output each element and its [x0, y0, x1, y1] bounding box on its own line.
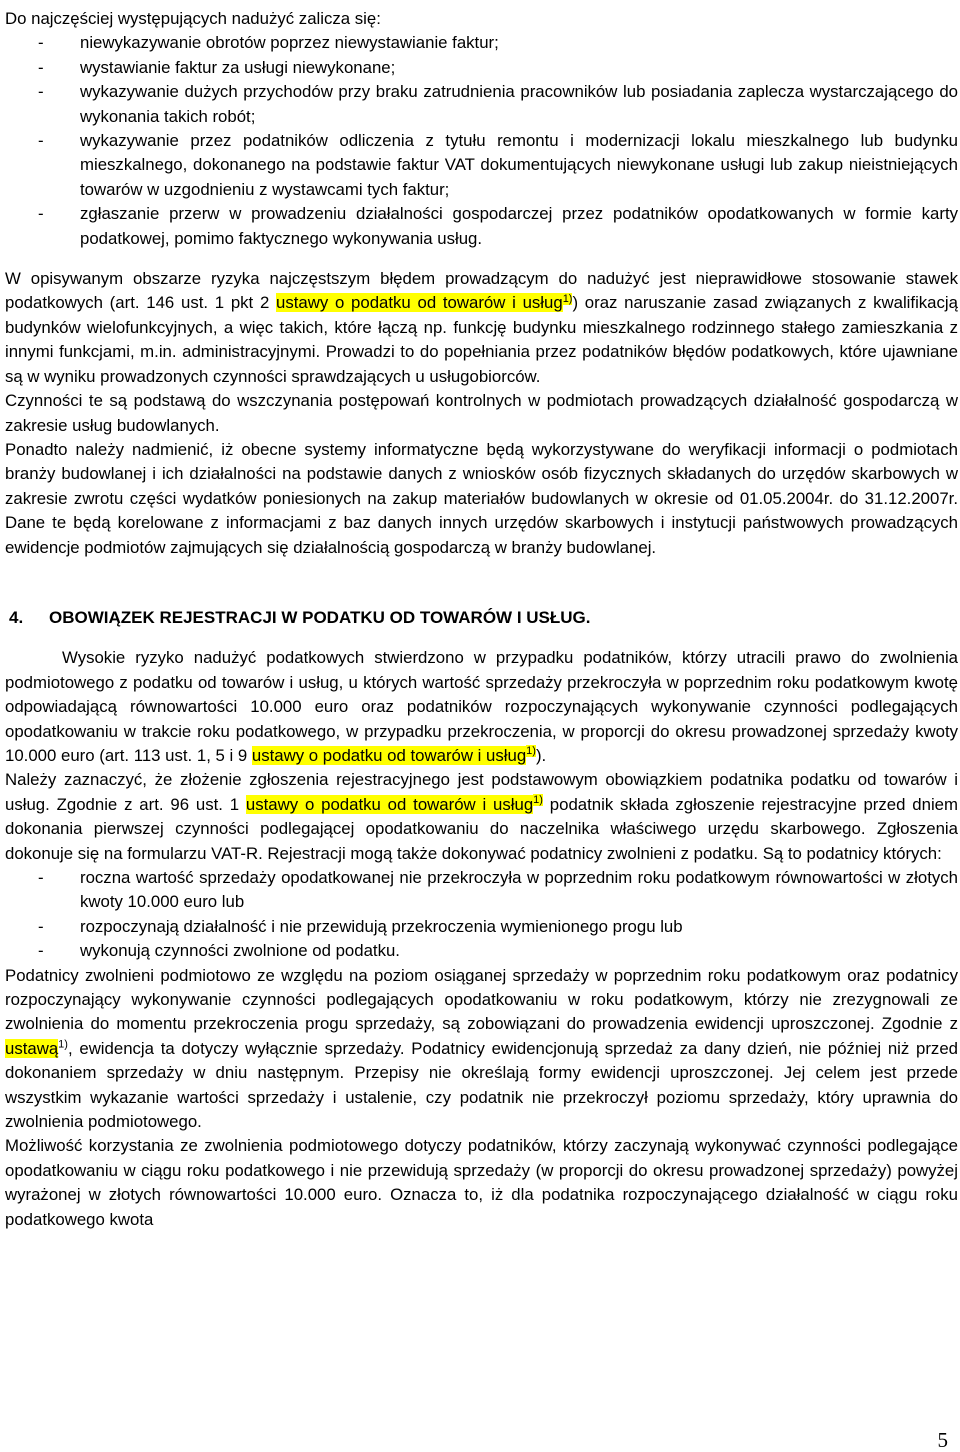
page-number: 5 — [937, 1428, 948, 1452]
list-item: - zgłaszanie przerw w prowadzeniu działalności gospodarczej przez podatników opodatkowanych w formie karty podatkowej, pomimo faktycznego wykonywania usług. — [38, 204, 958, 248]
highlighted-law-reference: ustawy o podatku od towarów i usług — [276, 293, 563, 313]
list-dash: - — [38, 57, 44, 77]
paragraph-exemption-possibility: Możliwość korzystania ze zwolnienia podmiotowego dotyczy podatników, którzy zaczynają wykonywać czynności podlegające opodatkowaniu w ciągu roku podatkowego i nie przewidują sprzedaży (w proporcji do okresu prowadzonej sprzedaży) powyżej wyrażonej w złotych równowartości 10.000 euro. Oznacza to, iż dla podatnika rozpoczynającego działalność w ciągu roku podatkowego kwota — [5, 1136, 958, 1229]
section-number: 4. — [9, 607, 24, 627]
section-title: OBOWIĄZEK REJESTRACJI W PODATKU OD TOWARÓW I USŁUG. — [49, 607, 591, 627]
list-dash: - — [38, 82, 44, 102]
highlighted-law-reference: ustawy o podatku od towarów i usług — [251, 745, 527, 765]
highlighted-law-reference: ustawą — [5, 1038, 59, 1058]
section-heading — [5, 606, 958, 630]
paragraph-it-systems: Ponadto należy nadmienić, iż obecne systemy informatyczne będą wykorzystywane do weryfikacji informacji o podmiotach branży budowlanej i ich działalności na podstawie danych z wniosków osób fizycznych składanych do urzędów skarbowych w zakresie zwrotu części wydatków poniesionych na zakup materiałów budowlanych w okresie od 01.05.2004r. do 31.12.2007r. Dane te będą korelowane z informacjami z baz danych innych urzędów skarbowych i instytucji państwowych prowadzących ewidencje podmiotów zajmujących się działalnością gospodarczą w branży budowlanej. — [5, 439, 958, 557]
footnote-marker: 1) — [533, 794, 543, 807]
list-item: - wykonują czynności zwolnione od podatku. — [5, 939, 958, 963]
list-dash: - — [38, 941, 44, 961]
paragraph-risk-area: W opisywanym obszarze ryzyka najczęstszym błędem prowadzącym do nadużyć jest nieprawidłowe stosowanie stawek podatkowych (art. 146 ust. 1 pkt 2 ustawy o podatku od towarów i usług$^{1)}$) oraz naruszanie zasad związanych z kwalifikacją budynków wielofunkcyjnych, a więc takich, które łączą np. funkcję budynku mieszkalnego rodzinnego stałego zamieszkania z innymi funkcjami, m.in. administracyjnymi. Prowadzi to do popełniania przez podatników błędów podatkowych, które ujawniane są w wyniku prowadzonych czynności sprawdzających u usługobiorców. — [5, 269, 958, 386]
list-dash: - — [38, 868, 44, 887]
list-item: - wykazywanie przez podatników odliczenia z tytułu remontu i modernizacji lokalu mieszkalnego lub budynku mieszkalnego, dokonanego na podstawie faktur VAT dokumentujących niewykonane usługi lub zakup nieistniejących towarów w uzgodnieniu z wystawcami tych faktur; — [38, 131, 958, 199]
list-item: - wykazywanie dużych przychodów przy braku zatrudnienia pracowników lub posiadania zaplecza wystarczającego do wykonania takich robót; — [38, 82, 958, 126]
footnote-marker: 1) — [58, 1038, 68, 1051]
paragraph-registration: Należy zaznaczyć, że złożenie zgłoszenia rejestracyjnego jest podstawowym obowiązkiem podatnika podatku od towarów i usług. Zgodnie z art. 96 ust. 1 ustawy o podatku od towarów i usług$^{1)}$ podatnik składa zgłoszenie rejestracyjne przed dniem dokonania pierwszej czynności podlegającej opodatkowaniu do naczelnika właściwego urzędu skarbowego. Zgłoszenia dokonuje się na formularzu VAT-R. Rejestracji mogą także dokonywać podatnicy zwolnieni z podatku. Są to podatnicy których: — [5, 770, 958, 863]
list-dash: - — [38, 131, 44, 151]
list-item: - wystawianie faktur za usługi niewykonane; — [5, 56, 958, 80]
list-item: - rozpoczynają działalność i nie przewidują przekroczenia wymienionego progu lub — [5, 915, 958, 939]
list-dash: - — [38, 33, 44, 53]
paragraph-control-proceedings: Czynności te są podstawą do wszczynania postępowań kontrolnych w podmiotach prowadzących działalność gospodarczą w zakresie usług budowlanych. — [5, 391, 958, 435]
intro-line: Do najczęściej występujących nadużyć zalicza się: — [5, 9, 381, 28]
list-item: - roczna wartość sprzedaży opodatkowanej nie przekroczyła w poprzednim roku podatkowym równowartości w złotych kwoty 10.000 euro lub — [38, 868, 958, 912]
list-dash: - — [38, 204, 44, 224]
list-dash: - — [38, 916, 44, 936]
footnote-marker: 1) — [526, 745, 536, 758]
page-content — [5, 7, 958, 1232]
list-item: - niewykazywanie obrotów poprzez niewystawianie faktur; — [5, 31, 958, 55]
paragraph-simplified-records: Podatnicy zwolnieni podmiotowo ze względu na poziom osiąganej sprzedaży w poprzednim roku podatkowym oraz podatnicy rozpoczynający wykonywanie czynności podlegających opodatkowaniu w roku podatkowym, którzy nie zrezygnowali ze zwolnienia do momentu przekroczenia progu sprzedaży, są zobowiązani do prowadzenia ewidencji uproszczonej. Zgodnie z ustawą$^{1)}$, ewidencja ta dotyczy wyłącznie sprzedaży. Podatnicy ewidencjonują sprzedaż za dany dzień, nie później niż przed dokonaniem sprzedaży w dniu następnym. Przepisy nie określają formy ewidencji uproszczonej. Jej celem jest przede wszystkim wykazanie wartości sprzedaży i ustalenie, czy podatnik nie przekroczył poziomu sprzedaży, który uprawnia do zwolnienia podmiotowego. — [5, 965, 958, 1132]
paragraph-high-risk: Wysokie ryzyko nadużyć podatkowych stwierdzono w przypadku podatników, którzy utracili prawo do zwolnienia podmiotowego z podatku od towarów i usług, u których wartość sprzedaży przekroczyła w poprzednim roku podatkowym kwotę odpowiadającą równowartości 10.000 euro oraz podatników rozpoczynających wykonywanie czynności podlegających opodatkowaniu w trakcie roku podatkowego, w przypadku przekroczenia, w proporcji do okresu prowadzonej sprzedaży kwoty 10.000 euro (art. 113 ust. 1, 5 i 9 ustawy o podatku od towarów i usług$^{1)}$). — [5, 648, 958, 765]
highlighted-law-reference: ustawy o podatku od towarów i usług — [245, 794, 534, 814]
abuse-list — [5, 31, 958, 251]
footnote-marker: 1) — [562, 292, 573, 305]
exempt-taxpayers-list — [5, 866, 958, 964]
